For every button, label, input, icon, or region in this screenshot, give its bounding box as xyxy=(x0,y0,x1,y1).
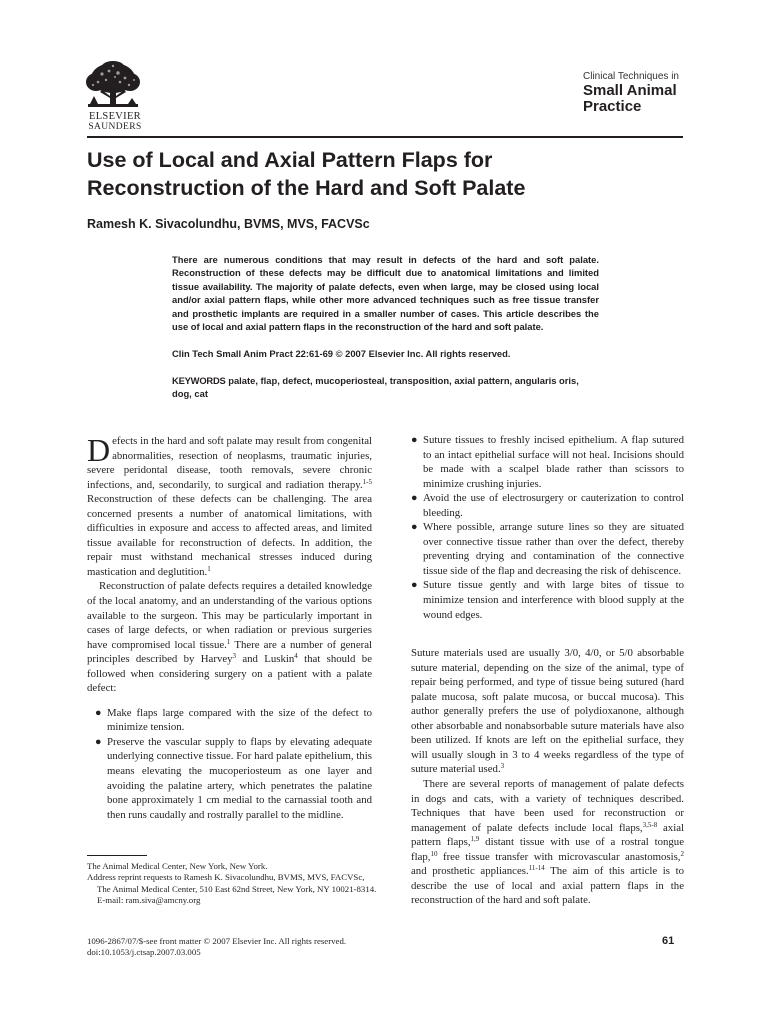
journal-kicker: Clinical Techniques in xyxy=(583,71,679,82)
bullet-dot-icon: ● xyxy=(95,735,102,748)
suture-materials-paragraph: Suture materials used are usually 3/0, 4/0, or 5/0 absorbable suture material, depending on the size of the animal, type of repair being performed, and type of tissue being sutured (hard palate mucosa, soft palate mucosa, or buccal mucosa). This author generally prefers the use of polydioxanone, although other absorbable and nonabsorbable suture materials have also been utilized. If knots are left on the epithelial surface, they will usually slough in 3 to 4 weeks regardless of the type of suture material used.$^3$ xyxy=(411,647,684,776)
bullet-dot-icon: ● xyxy=(411,434,418,446)
affiliation-note: The Animal Medical Center, New York, New York. xyxy=(87,861,268,871)
drop-cap: D xyxy=(87,432,111,468)
issn-line: 1096-2867/07/$-see front matter © 2007 Elsevier Inc. All rights reserved. xyxy=(87,936,347,946)
list-item: ● Suture tissues to freshly incised epithelium. A flap sutured to an intact epithelial surface will not heal. Incisions should be made with a scalpel blade rather than scissors to minimize crushing injuries. xyxy=(411,434,684,490)
article-title: Use of Local and Axial Pattern Flaps for Reconstruction of the Hard and Soft Palate xyxy=(87,148,526,200)
page-number: 61 xyxy=(662,935,675,947)
publisher-name xyxy=(80,111,150,133)
keywords xyxy=(172,374,599,401)
reference-link[interactable]: 3,5-8 xyxy=(642,820,658,829)
intro-paragraph: Defects in the hard and soft palate may result from congenital abnormalities, resection of neoplasms, traumatic injuries, severe peridontal disease, tooth removals, severe chronic infections, and, secondarily, to surgical and radiation therapy.$^{1-5}$ Reconstruction of these defects can be challenging. The area concerned presents a number of anatomical limitations, with difficulties in exposure and access to affected areas, and limited tissue available for reconstruction of defects. In addition, the repair must withstand mechanical stresses induced during mastication and deglutition.$^1$ xyxy=(87,432,372,578)
bullet-dot-icon: ● xyxy=(411,579,418,592)
bullet-dot-icon: ● xyxy=(411,492,418,505)
reference-link[interactable]: 1,9 xyxy=(470,835,480,844)
publisher-bottom: SAUNDERS xyxy=(88,122,142,132)
list-item: ● Make flaps large compared with the size of the defect to minimize tension. xyxy=(95,706,372,734)
footnotes xyxy=(87,861,377,906)
reference-link[interactable]: 2 xyxy=(680,849,684,858)
publisher-top: ELSEVIER xyxy=(89,111,141,122)
body-column-left xyxy=(87,434,372,822)
principles-paragraph: Reconstruction of palate defects requires a detailed knowledge of the local anatomy, and an understanding of the various options available to the surgeon. This may be particularly important in cases of large defects, or when radiation or previous surgeries have compromised local tissue.$^1$ There are a number of general principles described by Harvey$^3$ and Luskin$^4$ that should be followed when considering surgery on a patient with a palate defect: xyxy=(87,580,372,695)
list-item: ● Suture tissue gently and with large bites of tissue to minimize tension and interference with blood supply at the wound edges. xyxy=(411,579,684,621)
page-footer xyxy=(87,936,346,959)
list-item: ● Avoid the use of electrosurgery or cauterization to control bleeding. xyxy=(411,492,684,519)
list-item: ● Preserve the vascular supply to flaps by elevating adequate underlying connective tissue. For hard palate epithelium, this means elevating the mucoperiosteum as one layer and avoiding the palatine artery, which penetrates the palatine bone approximately 1 cm medial to the carnassial tooth and then runs caudally and rostrally parallel to the midline. xyxy=(95,735,372,821)
reports-paragraph: There are several reports of management of palate defects in dogs and cats, with a variety of techniques described. Techniques that have been used for reconstruction or management of palate defects include local flaps,$^{3,5-8}$ axial pattern flaps,$^{1,9}$ distant tissue with use of a rostral tongue flap,$^{10}$ free tissue transfer with microvascular anastomosis,$^2$ and prosthetic appliances.$^{11-14}$ The aim of this article is to describe the use of local and axial pattern flaps in the reconstruction of the hard and soft palate. xyxy=(411,778,685,907)
header-rule xyxy=(87,136,683,138)
keywords-list: palate, flap, defect, mucoperiosteal, transposition, axial pattern, angularis oris, dog, cat xyxy=(172,375,579,400)
reprint-note: Address reprint requests to Ramesh K. Sivacolundhu, BVMS, MVS, FACVSc, The Animal Medical Center, 510 East 62nd Street, New York, NY 10021-8314. E-mail: ram.siva@amcny.org xyxy=(87,872,377,905)
bullet-dot-icon: ● xyxy=(411,521,418,534)
reference-link[interactable]: 1 xyxy=(207,564,211,573)
journal-masthead xyxy=(583,71,679,115)
citation: Clin Tech Small Anim Pract 22:61-69 © 2007 Elsevier Inc. All rights reserved. xyxy=(172,348,511,359)
body-column-right xyxy=(411,433,684,908)
reference-link[interactable]: 4 xyxy=(294,652,298,661)
reference-link[interactable]: 10 xyxy=(430,849,438,858)
bullet-dot-icon: ● xyxy=(95,706,102,719)
journal-name-line2: Practice xyxy=(583,98,642,115)
footnote-rule xyxy=(87,855,147,856)
author-line: Ramesh K. Sivacolundhu, BVMS, MVS, FACVSc xyxy=(87,217,370,231)
reference-link[interactable]: 3 xyxy=(500,762,505,771)
keywords-label: KEYWORDS xyxy=(172,375,226,386)
reference-link[interactable]: 1-5 xyxy=(362,477,372,486)
journal-name-line1: Small Animal xyxy=(583,82,677,99)
abstract: There are numerous conditions that may result in defects of the hard and soft palate. Reconstruction of these defects may be difficult due to anatomical limitations and limited tissue availability. The majority of palate defects, even when large, may be closed using local and/or axial pattern flaps, while other more advanced techniques such as free tissue transfer and prosthetic implants are required in a smaller number of cases. This article describes the use of local and axial pattern flaps in the reconstruction of the hard and soft palate. xyxy=(172,254,599,333)
doi-line[interactable]: doi:10.1053/j.ctsap.2007.03.005 xyxy=(87,947,201,958)
reference-link[interactable]: 11-14 xyxy=(528,864,545,873)
reference-link[interactable]: 3 xyxy=(232,652,237,661)
list-item: ● Where possible, arrange suture lines so they are situated over connective tissue rather than over the defect, thereby preventing drying and contamination of the connective tissue side of the flap and decreasing the risk of dehiscence. xyxy=(411,521,684,577)
principles-list-continued xyxy=(411,433,684,622)
reference-link[interactable]: 1 xyxy=(226,637,231,646)
principles-list xyxy=(87,706,372,822)
